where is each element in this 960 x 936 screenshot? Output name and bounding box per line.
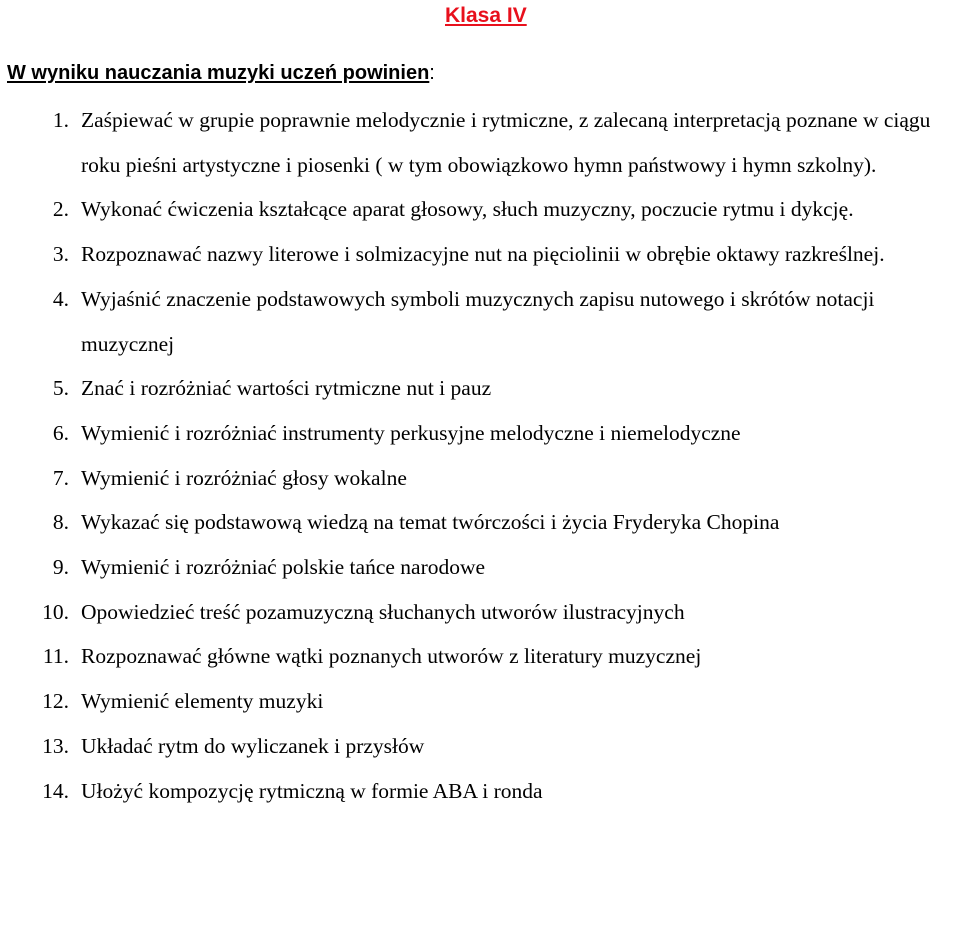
list-item: [0, 634, 960, 679]
list-item-text: Ułożyć kompozycję rytmiczną w formie ABA i ronda: [81, 778, 543, 803]
list-item-text: Wymienić i rozróżniać instrumenty perkusyjne melodyczne i niemelodyczne: [81, 420, 741, 445]
list-item-number: [0, 366, 81, 411]
list-item-number-text: 5.: [52, 376, 69, 401]
list-item: [0, 366, 960, 411]
list-item-number: [0, 187, 81, 232]
list-item-number: [0, 724, 81, 769]
list-item: [0, 545, 960, 590]
list-item-number: [0, 98, 81, 187]
requirements-list: [0, 98, 960, 813]
list-item-number: [0, 590, 81, 635]
list-item-number: [0, 277, 81, 366]
list-item-number-text: 3.: [52, 242, 69, 267]
list-item: [0, 769, 960, 814]
page-title: Klasa IV: [445, 4, 527, 27]
list-item-text: Zaśpiewać w grupie poprawnie melodycznie i rytmiczne, z zalecaną interpretacją poznane w ciągu roku pieśni artystyczne i piosenki ( w tym obowiązkowo hymn państwowy i hymn szkolny).: [81, 108, 931, 177]
list-item-number: [0, 634, 81, 679]
list-item-number-text: 11.: [42, 644, 69, 669]
list-item-text: Wymienić i rozróżniać polskie tańce narodowe: [81, 555, 486, 580]
list-item: [0, 590, 960, 635]
list-item-number-text: 8.: [52, 510, 69, 535]
list-item-number-text: 14.: [42, 778, 69, 803]
intro-line: [7, 62, 435, 85]
list-item-number: [0, 679, 81, 724]
list-item-number-text: 7.: [52, 465, 69, 490]
list-item-number-text: 12.: [42, 689, 69, 714]
list-item-number: [0, 500, 81, 545]
list-item: [0, 411, 960, 456]
list-item: [0, 500, 960, 545]
list-item-text: Rozpoznawać główne wątki poznanych utworów z literatury muzycznej: [81, 644, 702, 669]
list-item-number: [0, 456, 81, 501]
list-item-text: Układać rytm do wyliczanek i przysłów: [81, 733, 425, 758]
list-item: [0, 98, 960, 187]
list-item-number-text: 1.: [52, 108, 69, 132]
list-item-text: Wymienić i rozróżniać głosy wokalne: [81, 465, 407, 490]
list-item: [0, 679, 960, 724]
list-item-number-text: 10.: [42, 599, 69, 624]
list-item-text: Opowiedzieć treść pozamuzyczną słuchanych utworów ilustracyjnych: [81, 599, 685, 624]
list-item-text: Wykazać się podstawową wiedzą na temat twórczości i życia Fryderyka Chopina: [81, 510, 780, 535]
list-item-text: Wymienić elementy muzyki: [81, 689, 324, 714]
list-item-text: Wykonać ćwiczenia kształcące aparat głosowy, słuch muzyczny, poczucie rytmu i dykcję.: [81, 197, 854, 222]
list-item: [0, 456, 960, 501]
list-item-text: Rozpoznawać nazwy literowe i solmizacyjne nut na pięciolinii w obrębie oktawy razkreślnej.: [81, 242, 885, 267]
list-item-number-text: 4.: [52, 286, 69, 311]
list-item-number: [0, 545, 81, 590]
list-item-number: [0, 411, 81, 456]
list-item-number-text: 13.: [42, 733, 69, 758]
list-item: [0, 277, 960, 366]
list-item-number: [0, 769, 81, 814]
list-item-number-text: 9.: [52, 555, 69, 580]
list-item-text: Znać i rozróżniać wartości rytmiczne nut i pauz: [81, 376, 492, 401]
list-item: [0, 187, 960, 232]
list-item-number-text: 6.: [52, 420, 69, 445]
list-item: [0, 724, 960, 769]
intro-colon: :: [429, 62, 435, 84]
list-item-number: [0, 232, 81, 277]
list-item: [0, 232, 960, 277]
list-item-text: Wyjaśnić znaczenie podstawowych symboli muzycznych zapisu nutowego i skrótów notacji muzycznej: [81, 286, 875, 356]
intro-text: W wyniku nauczania muzyki uczeń powinien: [7, 62, 430, 84]
list-item-number-text: 2.: [52, 197, 69, 222]
